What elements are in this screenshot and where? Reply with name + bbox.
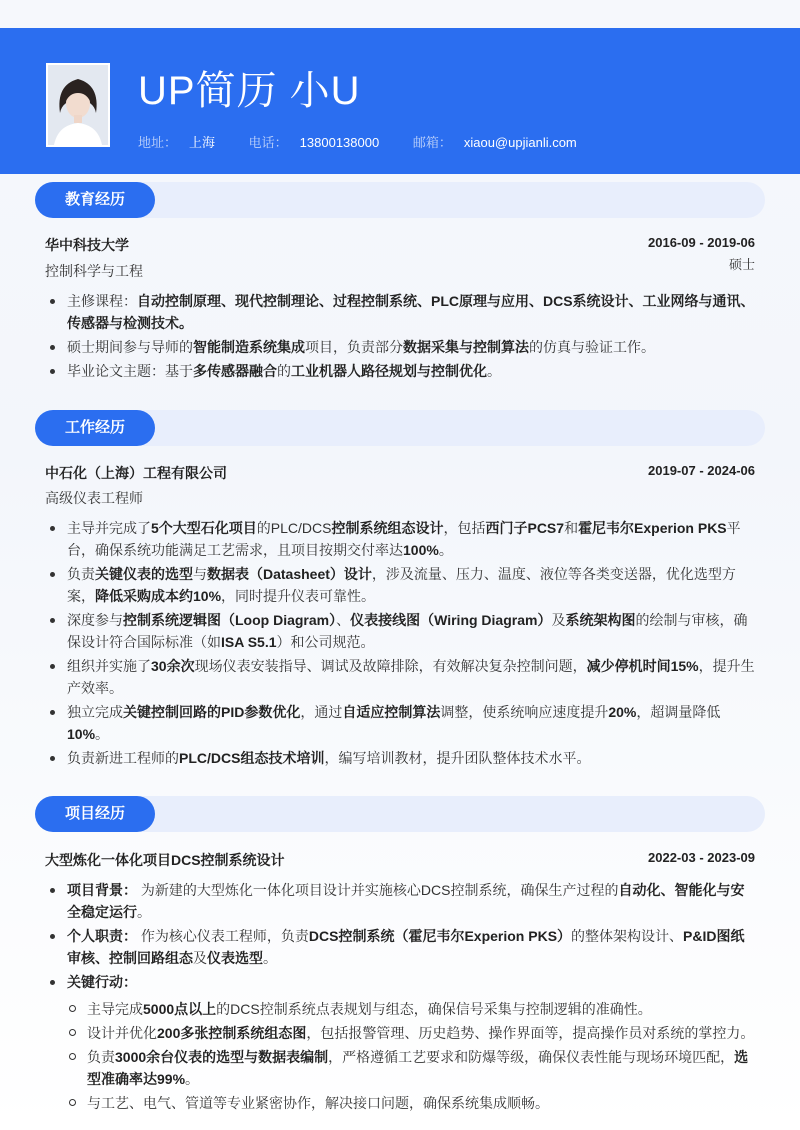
text: 。 — [263, 950, 277, 966]
text: 组织并实施了 — [67, 658, 151, 674]
list-item — [45, 925, 757, 969]
list-item — [45, 360, 757, 382]
list-item — [45, 971, 757, 993]
text: 。 — [137, 904, 151, 920]
phone-value: 13800138000 — [299, 135, 380, 150]
degree: 硕士 — [728, 257, 755, 272]
email-group — [413, 132, 577, 151]
text: 。 — [185, 1071, 200, 1087]
list-item — [65, 998, 757, 1020]
bold-text: 30余次 — [151, 658, 195, 674]
bold-text: 系统架构图 — [565, 612, 636, 628]
text: 为新建的大型炼化一体化项目设计并实施核心DCS控制系统，确保生产过程的 — [137, 882, 619, 898]
text: 硕士期间参与导师的 — [67, 339, 193, 355]
bold-text: 仪表选型 — [207, 950, 263, 966]
text: 。 — [438, 542, 453, 558]
education-list — [45, 290, 757, 384]
contact-info — [138, 132, 607, 151]
text: 及 — [551, 612, 566, 628]
text: 的整体架构设计、 — [571, 928, 684, 944]
text: ，包括报警管理、历史趋势、操作界面等，提高操作员对系统的掌控力。 — [306, 1025, 755, 1041]
project-list — [45, 879, 757, 995]
job-title: 高级仪表工程师 — [45, 490, 143, 506]
bold-text: 关键控制回路的PID参数优化 — [123, 704, 301, 720]
bold-text: 10% — [67, 726, 96, 742]
text: 的仿真与验证工作。 — [529, 339, 655, 355]
project-section-bar — [35, 796, 765, 832]
bold-text: 控制系统组态设计 — [331, 520, 444, 536]
text: ，同时提升仪表可靠性。 — [221, 588, 376, 604]
list-item — [45, 747, 757, 769]
text: 作为核心仪表工程师，负责 — [137, 928, 309, 944]
project-name: 大型炼化一体化项目DCS控制系统设计 — [45, 852, 285, 868]
bold-text: 选型准确率达99% — [87, 1049, 749, 1087]
bold-text: 数据表（Datasheet）设计 — [207, 566, 372, 582]
bold-text: 霍尼韦尔Experion PKS — [578, 520, 727, 536]
work-section-bar — [35, 410, 765, 446]
phone-group — [249, 132, 380, 151]
candidate-name: UP简历 小U — [138, 69, 361, 113]
bold-text: 工业机器人路径规划与控制优化 — [291, 363, 487, 379]
text: ，通过 — [300, 704, 343, 720]
bold-text: 仪表接线图（Wiring Diagram） — [350, 612, 552, 628]
bold-text: 200多张控制系统组态图 — [157, 1025, 307, 1041]
address-label: 地址： — [138, 135, 178, 150]
bold-text: 多传感器融合 — [193, 363, 277, 379]
bold-text: DCS控制系统（霍尼韦尔Experion PKS） — [308, 928, 572, 944]
text: ，涉及流量、压力、温度、液位等各类变送器，优化选型方案， — [67, 566, 736, 604]
bold-text: ISA S5.1 — [221, 634, 277, 650]
text: 项目，负责部分 — [305, 339, 403, 355]
phone-label: 电话： — [248, 135, 288, 150]
text: 独立完成 — [67, 704, 123, 720]
text: ，超调量降低 — [636, 704, 721, 720]
list-item — [45, 290, 757, 334]
bold-text: 关键行动： — [67, 974, 137, 990]
bold-text: 项目背景： — [67, 882, 137, 898]
text: 、 — [336, 612, 351, 628]
bold-text: 降低采购成本约10% — [95, 588, 222, 604]
list-item — [65, 1046, 757, 1090]
resume-header — [0, 28, 800, 174]
text: 的绘制与审核，确保设计符合国际标准（如 — [67, 612, 748, 650]
text: 。 — [487, 363, 501, 379]
email-value: xiaou@upjianli.com — [463, 135, 577, 150]
list-item — [45, 879, 757, 923]
bold-text: 5个大型石化项目 — [151, 520, 257, 536]
list-item — [45, 517, 757, 561]
bold-text: 自动化、智能化与安全稳定运行 — [67, 882, 745, 920]
school-name: 华中科技大学 — [45, 237, 129, 253]
list-item — [45, 701, 757, 745]
bold-text: 关键仪表的选型 — [95, 566, 193, 582]
text: 调整，使系统响应速度提升 — [440, 704, 609, 720]
bold-text: 个人职责： — [67, 928, 137, 944]
bold-text: 数据采集与控制算法 — [403, 339, 529, 355]
text: 及 — [193, 950, 207, 966]
text: ，提升生产效率。 — [67, 658, 755, 696]
email-label: 邮箱： — [412, 135, 452, 150]
text: 的DCS控制系统点表规划与组态，确保信号采集与控制逻辑的准确性。 — [216, 1001, 652, 1017]
education-section-bar — [35, 182, 765, 218]
text: ，严格遵循工艺要求和防爆等级，确保仪表性能与现场环境匹配， — [328, 1049, 735, 1065]
text: 负责新进工程师的 — [67, 750, 179, 766]
bold-text: 20% — [608, 704, 637, 720]
bold-text: 自动控制原理、现代控制理论、过程控制系统、PLC原理与应用、DCS系统设计、工业网络与通讯、传感器与检测技术。 — [67, 293, 755, 331]
text: 。 — [95, 726, 110, 742]
text: 与工艺、电气、管道等专业紧密协作，解决接口问题，确保系统集成顺畅。 — [87, 1095, 549, 1111]
list-item — [65, 1022, 757, 1044]
avatar-portrait-icon — [48, 65, 108, 145]
company-name: 中石化（上海）工程有限公司 — [45, 465, 227, 481]
text: 主导并完成了 — [67, 520, 151, 536]
bold-text: 控制系统逻辑图（Loop Diagram） — [123, 612, 337, 628]
text: 负责 — [87, 1049, 115, 1065]
text: 和 — [564, 520, 579, 536]
list-item — [45, 655, 757, 699]
list-item — [45, 563, 757, 607]
text: 毕业论文主题：基于 — [67, 363, 193, 379]
bold-text: 智能制造系统集成 — [193, 339, 305, 355]
major: 控制科学与工程 — [45, 263, 143, 279]
bold-text: 3000余台仪表的选型与数据表编制 — [115, 1049, 329, 1065]
text: 现场仪表安装指导、调试及故障排除，有效解决复杂控制问题， — [194, 658, 587, 674]
education-heading: 教育经历 — [35, 182, 155, 218]
address-group — [138, 132, 215, 151]
project-date: 2022-03 - 2023-09 — [648, 850, 755, 865]
list-item — [45, 336, 757, 358]
text: 主修课程： — [67, 293, 137, 309]
text: 设计并优化 — [87, 1025, 157, 1041]
bold-text: P&ID图纸审核、控制回路组态 — [67, 928, 745, 966]
work-heading: 工作经历 — [35, 410, 155, 446]
bold-text: PLC/DCS组态技术培训 — [179, 750, 325, 766]
text: 负责 — [67, 566, 95, 582]
education-date: 2016-09 - 2019-06 — [648, 235, 755, 250]
project-heading: 项目经历 — [35, 796, 155, 832]
work-list — [45, 517, 757, 771]
work-date: 2019-07 - 2024-06 — [648, 463, 755, 478]
project-sub-list — [65, 998, 757, 1116]
text: 平台，确保系统功能满足工艺需求，且项目按期交付率达 — [67, 520, 741, 558]
text: ，编写培训教材，提升团队整体技术水平。 — [324, 750, 591, 766]
list-item — [45, 609, 757, 653]
text: 的 — [277, 363, 291, 379]
text: 的PLC/DCS — [256, 520, 332, 536]
bold-text: 自适应控制算法 — [342, 704, 441, 720]
text: ）和公司规范。 — [276, 634, 375, 650]
bold-text: 西门子PCS7 — [485, 520, 565, 536]
list-item — [65, 1092, 757, 1114]
bold-text: 减少停机时间15% — [586, 658, 699, 674]
bold-text: 5000点以上 — [143, 1001, 217, 1017]
text: 主导完成 — [87, 1001, 143, 1017]
bold-text: 100% — [403, 542, 439, 558]
text: ，包括 — [443, 520, 486, 536]
profile-photo — [46, 63, 110, 147]
text: 与 — [193, 566, 207, 582]
address-value: 上海 — [189, 135, 216, 150]
text: 深度参与 — [67, 612, 123, 628]
